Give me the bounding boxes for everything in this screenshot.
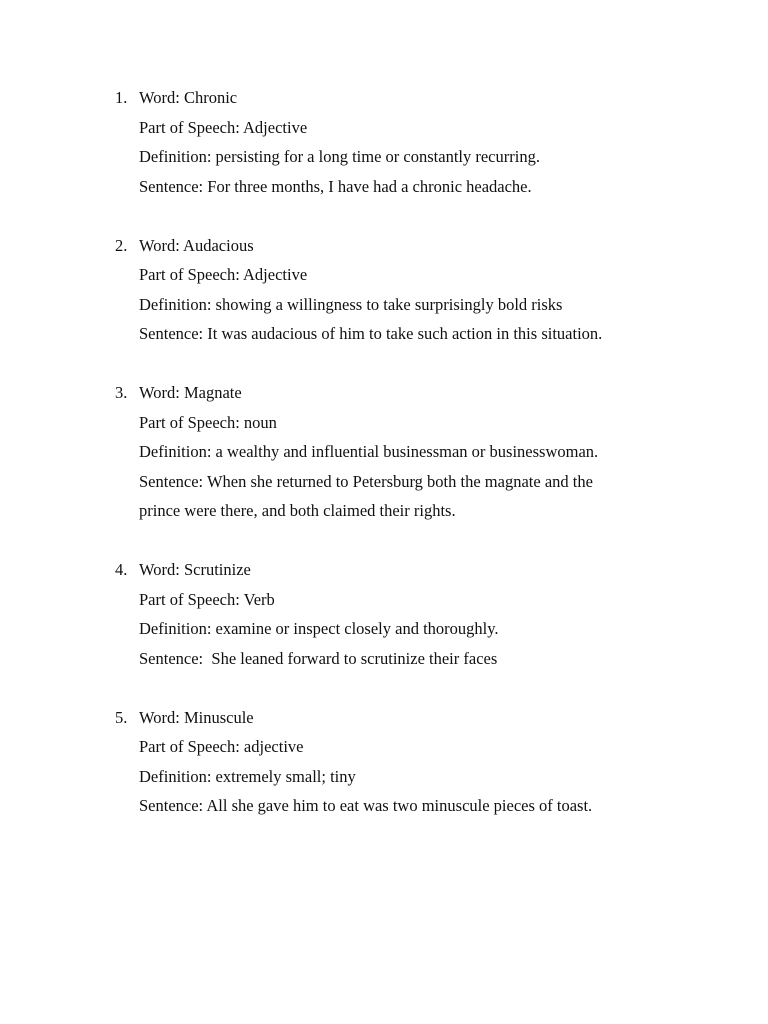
entry-definition: Definition: a wealthy and influential businessman or businesswoman. bbox=[139, 442, 599, 461]
entry-number: 4. bbox=[115, 560, 128, 579]
entry-word: Word: Minuscule bbox=[139, 707, 254, 727]
entry-word: Word: Audacious bbox=[139, 235, 254, 255]
entry-word: Word: Magnate bbox=[139, 383, 242, 402]
entry-body bbox=[139, 231, 679, 349]
entry-number: 5. bbox=[115, 707, 128, 727]
entry-body bbox=[139, 83, 679, 201]
vocabulary-entry bbox=[0, 231, 768, 349]
entry-word: Word: Chronic bbox=[139, 88, 238, 107]
entry-part-of-speech: Part of Speech: Verb bbox=[139, 589, 275, 609]
entry-number: 2. bbox=[115, 235, 128, 255]
vocabulary-entry bbox=[0, 83, 768, 201]
vocabulary-entry bbox=[0, 555, 768, 673]
entry-sentence: Sentence: She leaned forward to scrutinize their faces bbox=[139, 648, 498, 668]
entry-definition: Definition: extremely small; tiny bbox=[139, 766, 356, 786]
entry-part-of-speech: Part of Speech: noun bbox=[139, 412, 277, 432]
entry-body bbox=[139, 703, 679, 821]
vocabulary-entry bbox=[0, 703, 768, 821]
entry-part-of-speech: Part of Speech: adjective bbox=[139, 737, 304, 756]
entry-number: 1. bbox=[115, 88, 128, 107]
entry-part-of-speech: Part of Speech: Adjective bbox=[139, 117, 308, 137]
entry-number: 3. bbox=[115, 383, 128, 402]
entry-body bbox=[139, 378, 679, 526]
entry-definition: Definition: showing a willingness to take surprisingly bold risks bbox=[139, 294, 563, 314]
vocabulary-entry bbox=[0, 378, 768, 526]
entry-body bbox=[139, 555, 679, 673]
entry-sentence-continuation: prince were there, and both claimed their rights. bbox=[139, 501, 456, 520]
entry-sentence: Sentence: When she returned to Petersburg both the magnate and the bbox=[139, 471, 593, 491]
entry-sentence: Sentence: It was audacious of him to take such action in this situation. bbox=[139, 324, 603, 343]
entry-definition: Definition: examine or inspect closely and thoroughly. bbox=[139, 619, 499, 638]
vocabulary-list bbox=[0, 83, 768, 850]
entry-sentence: Sentence: For three months, I have had a chronic headache. bbox=[139, 176, 532, 196]
entry-part-of-speech: Part of Speech: Adjective bbox=[139, 265, 308, 284]
entry-sentence: Sentence: All she gave him to eat was two minuscule pieces of toast. bbox=[139, 796, 593, 815]
entry-definition: Definition: persisting for a long time or constantly recurring. bbox=[139, 147, 540, 166]
entry-word: Word: Scrutinize bbox=[139, 560, 251, 579]
